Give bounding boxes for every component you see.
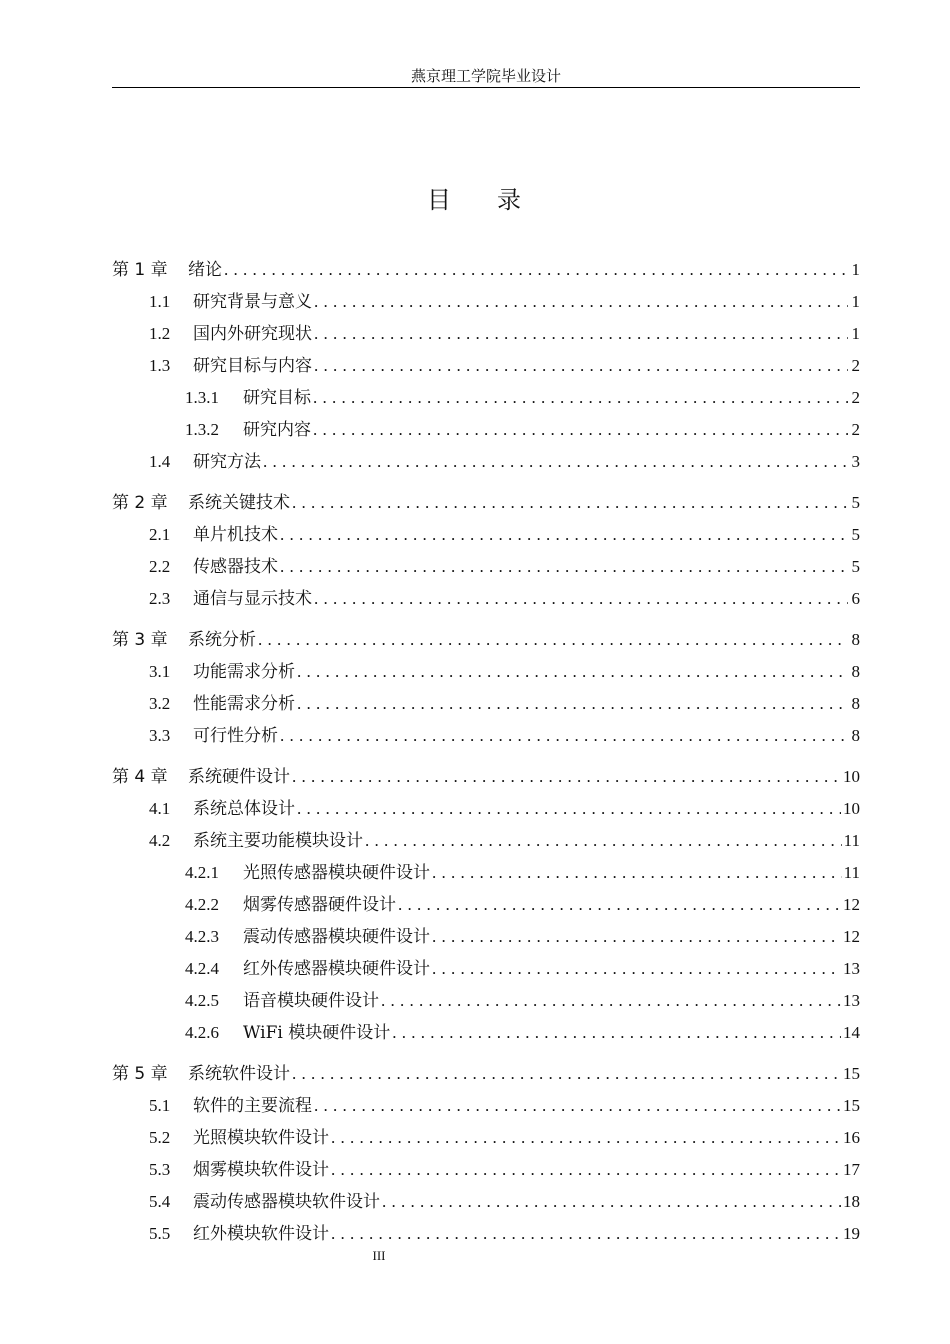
toc-chapter-entry[interactable] bbox=[112, 1058, 860, 1090]
toc-chapter-entry[interactable] bbox=[112, 761, 860, 793]
toc-entry-text: 震动传感器模块软件设计 bbox=[193, 1192, 380, 1212]
toc-entry-text: 研究背景与意义 bbox=[193, 292, 312, 312]
toc-section-entry[interactable] bbox=[112, 286, 860, 318]
toc-entry-number: 5.5 bbox=[149, 1224, 171, 1243]
toc-entry-page: 15 bbox=[843, 1096, 860, 1115]
toc-section-entry[interactable] bbox=[112, 857, 860, 889]
toc-entry-leader bbox=[398, 889, 841, 921]
toc-entry-text: 语音模块硬件设计 bbox=[243, 991, 379, 1011]
toc-entry-text: 红外传感器模块硬件设计 bbox=[243, 959, 430, 979]
toc-entry-number: 5.4 bbox=[149, 1192, 171, 1211]
toc-entry-leader bbox=[314, 286, 848, 318]
toc-section-entry[interactable] bbox=[112, 985, 860, 1017]
toc-entry-text: 震动传感器模块硬件设计 bbox=[243, 927, 430, 947]
toc-entry-leader bbox=[292, 761, 841, 793]
toc-entry-number: 4.2.2 bbox=[185, 895, 219, 914]
toc-entry-leader bbox=[432, 857, 842, 889]
toc-entry-text: 可行性分析 bbox=[193, 726, 278, 746]
toc-section-entry[interactable] bbox=[112, 825, 860, 857]
toc-entry-leader bbox=[313, 414, 848, 446]
toc-entry-number: 5.1 bbox=[149, 1096, 171, 1115]
toc-entry-text: 系统关键技术 bbox=[188, 493, 290, 513]
toc-entry-number: 3.2 bbox=[149, 694, 171, 713]
toc-section-entry[interactable] bbox=[112, 519, 860, 551]
toc-entry-text: 光照模块软件设计 bbox=[193, 1128, 329, 1148]
toc-section-entry[interactable] bbox=[112, 414, 860, 446]
toc-entry-number: 1.3 bbox=[149, 356, 171, 375]
toc-entry-text: 国内外研究现状 bbox=[193, 324, 312, 344]
toc-entry-page: 2 bbox=[851, 420, 860, 439]
toc-entry-text: 系统主要功能模块设计 bbox=[193, 831, 363, 851]
toc-entry-number: 4.2.4 bbox=[185, 959, 219, 978]
toc-entry-leader bbox=[263, 446, 848, 478]
toc-entry-number: 第 3 章 bbox=[112, 630, 168, 650]
toc-entry-number: 2.1 bbox=[149, 525, 171, 544]
toc-entry-leader bbox=[280, 519, 848, 551]
toc-entry-page: 8 bbox=[851, 726, 860, 745]
toc-entry-leader bbox=[297, 656, 848, 688]
toc-entry-page: 8 bbox=[851, 694, 860, 713]
toc-entry-leader bbox=[297, 793, 841, 825]
toc-entry-text: 研究内容 bbox=[243, 420, 311, 440]
toc-entry-text: 功能需求分析 bbox=[193, 662, 295, 682]
toc-entry-page: 17 bbox=[843, 1160, 860, 1179]
toc-entry-page: 5 bbox=[851, 493, 860, 512]
toc-entry-text: 光照传感器模块硬件设计 bbox=[243, 863, 430, 883]
toc-entry-leader bbox=[331, 1122, 841, 1154]
toc-entry-leader bbox=[365, 825, 842, 857]
toc-section-entry[interactable] bbox=[112, 551, 860, 583]
toc-entry-number: 1.3.2 bbox=[185, 420, 219, 439]
toc-chapter-entry[interactable] bbox=[112, 487, 860, 519]
toc-entry-number: 4.2.3 bbox=[185, 927, 219, 946]
page-footer bbox=[0, 1248, 758, 1264]
toc-chapter-entry[interactable] bbox=[112, 624, 860, 656]
toc-entry-leader bbox=[224, 254, 848, 286]
header-title: 燕京理工学院毕业设计 bbox=[410, 67, 561, 85]
toc-entry-page: 11 bbox=[843, 863, 860, 882]
toc-entry-page: 8 bbox=[851, 630, 860, 649]
toc-entry-number: 4.1 bbox=[149, 799, 171, 818]
toc-section-entry[interactable] bbox=[112, 1017, 860, 1049]
toc-entry-text: 系统软件设计 bbox=[188, 1064, 290, 1084]
toc-section-entry[interactable] bbox=[112, 1154, 860, 1186]
toc-section-entry[interactable] bbox=[112, 889, 860, 921]
toc-entry-page: 19 bbox=[843, 1224, 860, 1243]
toc-entry-leader bbox=[314, 583, 848, 615]
toc-entry-number: 4.2 bbox=[149, 831, 171, 850]
toc-entry-text: 研究目标 bbox=[243, 388, 311, 408]
toc-entry-leader bbox=[314, 350, 848, 382]
toc-entry-text: 烟雾模块软件设计 bbox=[193, 1160, 329, 1180]
toc-entry-text: 传感器技术 bbox=[193, 557, 278, 577]
toc-section-entry[interactable] bbox=[112, 688, 860, 720]
toc-entry-text: 性能需求分析 bbox=[193, 694, 295, 714]
toc-entry-page: 1 bbox=[851, 324, 860, 343]
toc-entry-leader bbox=[297, 688, 848, 720]
toc-entry-page: 13 bbox=[843, 959, 860, 978]
toc-entry-page: 2 bbox=[851, 388, 860, 407]
toc-entry-number: 3.1 bbox=[149, 662, 171, 681]
toc-entry-number: 第 1 章 bbox=[112, 260, 168, 280]
toc-entry-number: 1.2 bbox=[149, 324, 171, 343]
toc-section-entry[interactable] bbox=[112, 953, 860, 985]
toc-entry-text: 研究目标与内容 bbox=[193, 356, 312, 376]
toc-entry-leader bbox=[313, 382, 848, 414]
toc-entry-leader bbox=[314, 1090, 841, 1122]
toc-entry-leader bbox=[392, 1017, 841, 1049]
toc-entry-text: 通信与显示技术 bbox=[193, 589, 312, 609]
toc-entry-number: 2.3 bbox=[149, 589, 171, 608]
toc-section-entry[interactable] bbox=[112, 793, 860, 825]
toc-entry-text: 单片机技术 bbox=[193, 525, 278, 545]
toc-entry-leader bbox=[331, 1218, 841, 1250]
toc-entry-page: 16 bbox=[843, 1128, 860, 1147]
toc-entry-text: 烟雾传感器硬件设计 bbox=[243, 895, 396, 915]
toc-entry-number: 4.2.1 bbox=[185, 863, 219, 882]
toc-entry-number: 3.3 bbox=[149, 726, 171, 745]
toc-entry-number: 1.3.1 bbox=[185, 388, 219, 407]
toc-entry-page: 11 bbox=[843, 831, 860, 850]
toc-entry-page: 12 bbox=[843, 895, 860, 914]
toc-section-entry[interactable] bbox=[112, 350, 860, 382]
toc-entry-leader bbox=[381, 985, 841, 1017]
toc-entry-leader bbox=[258, 624, 848, 656]
toc-entry-page: 3 bbox=[851, 452, 860, 471]
toc-entry-page: 2 bbox=[851, 356, 860, 375]
toc-entry-text: 系统硬件设计 bbox=[188, 767, 290, 787]
footer-page-number: III bbox=[372, 1248, 386, 1263]
toc-entry-text: 系统总体设计 bbox=[193, 799, 295, 819]
toc-title bbox=[0, 180, 950, 215]
toc-section-entry[interactable] bbox=[112, 583, 860, 615]
toc-section-entry[interactable] bbox=[112, 1090, 860, 1122]
toc-entry-text: 红外模块软件设计 bbox=[193, 1224, 329, 1244]
toc-title-char-2: 录 bbox=[497, 186, 523, 214]
toc-entry-number: 第 5 章 bbox=[112, 1064, 168, 1084]
toc-section-entry[interactable] bbox=[112, 1218, 860, 1250]
toc-entry-page: 15 bbox=[843, 1064, 860, 1083]
toc-entry-leader bbox=[280, 551, 848, 583]
toc-entry-text: 软件的主要流程 bbox=[193, 1096, 312, 1116]
toc-section-entry[interactable] bbox=[112, 1122, 860, 1154]
page-header bbox=[112, 66, 860, 88]
toc-entry-page: 13 bbox=[843, 991, 860, 1010]
toc-section-entry[interactable] bbox=[112, 720, 860, 752]
toc-entry-page: 5 bbox=[851, 525, 860, 544]
toc-entry-text: WiFi 模块硬件设计 bbox=[243, 1023, 391, 1043]
toc-entry-number: 1.4 bbox=[149, 452, 171, 471]
toc-section-entry[interactable] bbox=[112, 318, 860, 350]
toc-entry-text: 绪论 bbox=[188, 260, 222, 280]
toc-entry-number: 1.1 bbox=[149, 292, 171, 311]
toc-entry-number: 第 2 章 bbox=[112, 493, 168, 513]
toc-entry-page: 8 bbox=[851, 662, 860, 681]
toc-entry-page: 10 bbox=[843, 799, 860, 818]
toc-entry-page: 14 bbox=[843, 1023, 860, 1042]
toc-entry-leader bbox=[432, 953, 841, 985]
toc-entry-leader bbox=[280, 720, 848, 752]
toc-entry-text: 系统分析 bbox=[188, 630, 256, 650]
toc-entry-number: 第 4 章 bbox=[112, 767, 168, 787]
toc-section-entry[interactable] bbox=[112, 921, 860, 953]
toc-entry-page: 6 bbox=[851, 589, 860, 608]
toc-entry-leader bbox=[331, 1154, 841, 1186]
toc-entry-number: 5.2 bbox=[149, 1128, 171, 1147]
toc-entry-leader bbox=[292, 1058, 841, 1090]
toc-entry-page: 18 bbox=[843, 1192, 860, 1211]
toc-entry-leader bbox=[314, 318, 848, 350]
toc-section-entry[interactable] bbox=[112, 1186, 860, 1218]
toc-entry-leader bbox=[432, 921, 841, 953]
toc-title-char-1: 目 bbox=[427, 186, 453, 214]
toc-section-entry[interactable] bbox=[112, 656, 860, 688]
toc-entry-number: 4.2.5 bbox=[185, 991, 219, 1010]
toc-section-entry[interactable] bbox=[112, 446, 860, 478]
toc-entry-page: 5 bbox=[851, 557, 860, 576]
toc-section-entry[interactable] bbox=[112, 382, 860, 414]
toc-entry-page: 1 bbox=[851, 260, 860, 279]
toc-entry-text: 研究方法 bbox=[193, 452, 261, 472]
toc-entry-leader bbox=[292, 487, 848, 519]
toc-entry-number: 4.2.6 bbox=[185, 1023, 219, 1042]
toc-entry-number: 5.3 bbox=[149, 1160, 171, 1179]
toc-entry-number: 2.2 bbox=[149, 557, 171, 576]
toc-entry-page: 1 bbox=[851, 292, 860, 311]
toc-entry-leader bbox=[382, 1186, 841, 1218]
toc-entry-page: 12 bbox=[843, 927, 860, 946]
toc-entry-page: 10 bbox=[843, 767, 860, 786]
toc-chapter-entry[interactable] bbox=[112, 254, 860, 286]
